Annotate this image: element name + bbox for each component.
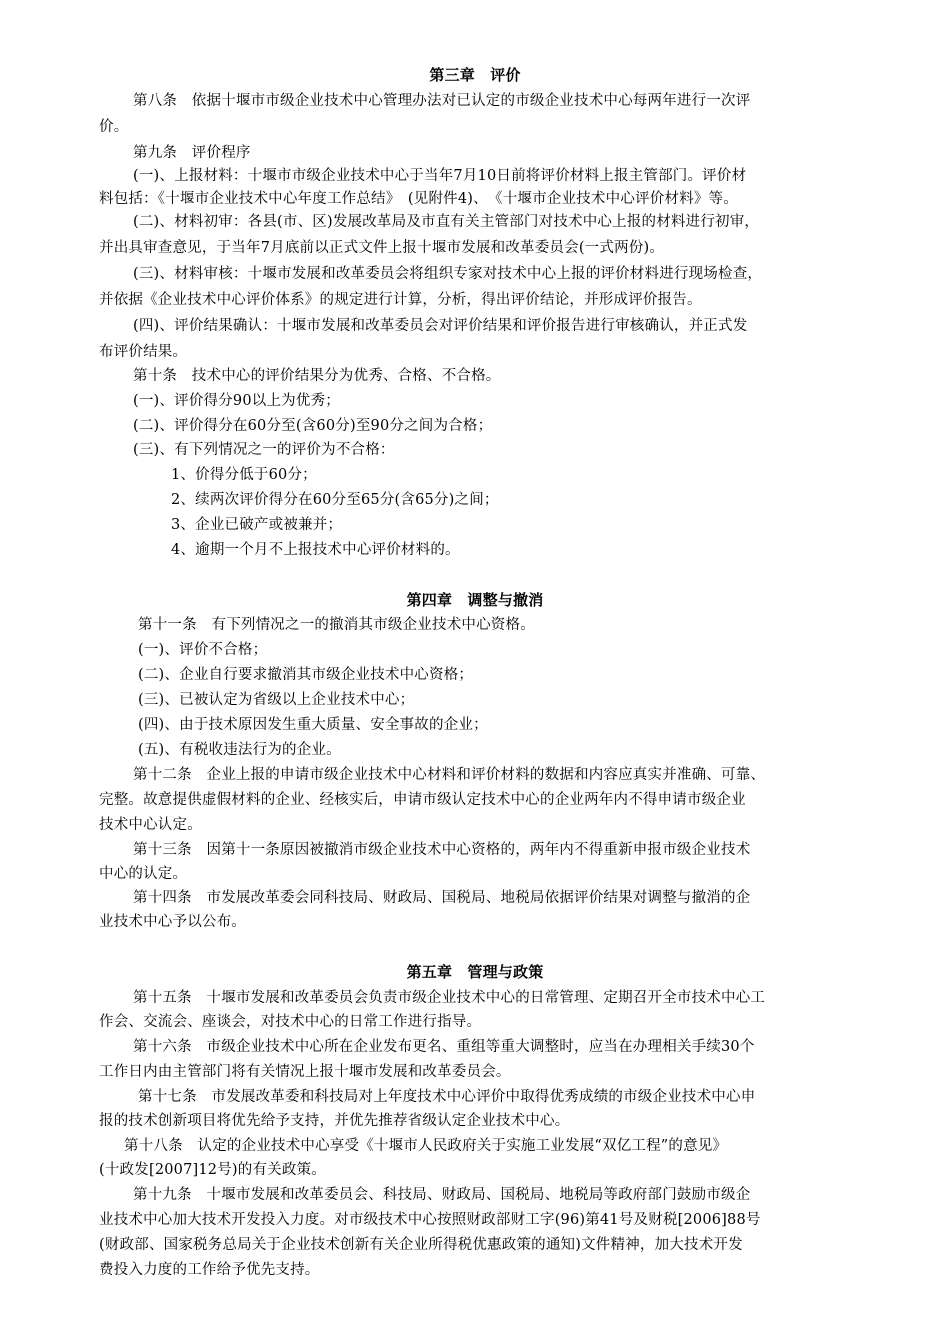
fail-condition-2: 2、续两次评价得分在60分至65分(含65分)之间； (171, 492, 499, 508)
procedure-1-line-1: (一)、上报材料：十堰市市级企业技术中心于当年7月10日前将评价材料上报主管部门。评价材 (133, 168, 747, 184)
article-16-line-2: 工作日内由主管部门将有关情况上报十堰市发展和改革委员会。 (99, 1064, 511, 1080)
article-18-line-2: (十政发[2007]12号)的有关政策。 (99, 1162, 326, 1178)
chapter-3-title: 第三章 评价 (429, 66, 521, 84)
result-pass: (二)、评价得分在60分至(含60分)至90分之间为合格； (133, 418, 493, 434)
procedure-2-line-2: 并出具审查意见，于当年7月底前以正式文件上报十堰市发展和改革委员会(一式两份)。 (99, 240, 665, 256)
article-18-line-1: 第十八条 认定的企业技术中心享受《十堰市人民政府关于实施工业发展“双亿工程”的意见》 (124, 1138, 728, 1154)
chapter-5-title: 第五章 管理与政策 (406, 963, 544, 981)
chapter-4-title: 第四章 调整与撤消 (406, 591, 544, 609)
revoke-condition-5: (五)、有税收违法行为的企业。 (138, 742, 341, 758)
fail-condition-3: 3、企业已破产或被兼并； (171, 517, 343, 533)
article-19-line-1: 第十九条 十堰市发展和改革委员会、科技局、财政局、国税局、地税局等政府部门鼓励市级企 (133, 1187, 751, 1203)
article-13-line-1: 第十三条 因第十一条原因被撤消市级企业技术中心资格的，两年内不得重新申报市级企业技术 (133, 842, 751, 858)
article-12-line-1: 第十二条 企业上报的申请市级企业技术中心材料和评价材料的数据和内容应真实并准确、可靠、 (133, 767, 766, 783)
article-19-line-4: 费投入力度的工作给予优先支持。 (99, 1262, 320, 1278)
article-12-line-2: 完整。故意提供虚假材料的企业、经核实后，申请市级认定技术中心的企业两年内不得申请市级企业 (99, 792, 746, 808)
procedure-3-line-2: 并依据《企业技术中心评价体系》的规定进行计算，分析，得出评价结论，并形成评价报告。 (99, 292, 702, 308)
revoke-condition-3: (三)、已被认定为省级以上企业技术中心； (138, 692, 415, 708)
article-15-line-2: 作会、交流会、座谈会，对技术中心的日常工作进行指导。 (99, 1014, 482, 1030)
procedure-4-line-2: 布评价结果。 (99, 344, 188, 360)
article-8-line-1: 第八条 依据十堰市市级企业技术中心管理办法对已认定的市级企业技术中心每两年进行一次评 (133, 93, 751, 109)
procedure-3-line-1: (三)、材料审核：十堰市发展和改革委员会将组织专家对技术中心上报的评价材料进行现场检查， (133, 266, 763, 282)
revoke-condition-1: (一)、评价不合格； (138, 642, 268, 658)
fail-condition-4: 4、逾期一个月不上报技术中心评价材料的。 (171, 542, 460, 558)
fail-condition-1: 1、价得分低于60分； (171, 467, 317, 483)
article-8-line-2: 价。 (99, 119, 129, 135)
result-excellent: (一)、评价得分90以上为优秀； (133, 393, 340, 409)
article-13-line-2: 中心的认定。 (99, 866, 188, 882)
article-15-line-1: 第十五条 十堰市发展和改革委员会负责市级企业技术中心的日常管理、定期召开全市技术中心工 (133, 990, 766, 1006)
article-9-heading: 第九条 评价程序 (133, 145, 251, 161)
article-14-line-1: 第十四条 市发展改革委会同科技局、财政局、国税局、地税局依据评价结果对调整与撤消的企 (133, 890, 751, 906)
procedure-2-line-1: (二)、材料初审：各县(市、区)发展改革局及市直有关主管部门对技术中心上报的材料进行初审， (133, 214, 760, 230)
revoke-condition-2: (二)、企业自行要求撤消其市级企业技术中心资格； (138, 667, 474, 683)
article-16-line-1: 第十六条 市级企业技术中心所在企业发布更名、重组等重大调整时，应当在办理相关手续30个 (133, 1039, 755, 1055)
article-17-line-2: 报的技术创新项目将优先给予支持，并优先推荐省级认定企业技术中心。 (99, 1113, 570, 1129)
result-fail: (三)、有下列情况之一的评价为不合格： (133, 442, 395, 458)
article-11: 第十一条 有下列情况之一的撤消其市级企业技术中心资格。 (138, 617, 535, 633)
article-17-line-1: 第十七条 市发展改革委和科技局对上年度技术中心评价中取得优秀成绩的市级企业技术中心申 (138, 1089, 756, 1105)
article-12-line-3: 技术中心认定。 (99, 817, 202, 833)
article-14-line-2: 业技术中心予以公布。 (99, 914, 246, 930)
procedure-4-line-1: (四)、评价结果确认：十堰市发展和改革委员会对评价结果和评价报告进行审核确认，并正式发 (133, 318, 748, 334)
article-19-line-2: 业技术中心加大技术开发投入力度。对市级技术中心按照财政部财工字(96)第41号及财税[2006]88号 (99, 1212, 761, 1228)
article-19-line-3: (财政部、国家税务总局关于企业技术创新有关企业所得税优惠政策的通知)文件精神，加大技术开发 (99, 1237, 743, 1253)
revoke-condition-4: (四)、由于技术原因发生重大质量、安全事故的企业； (138, 717, 488, 733)
article-10: 第十条 技术中心的评价结果分为优秀、合格、不合格。 (133, 368, 501, 384)
procedure-1-line-2: 料包括：《十堰市企业技术中心年度工作总结》 (见附件4)、 《十堰市企业技术中心评价材料》等。 (99, 191, 738, 207)
